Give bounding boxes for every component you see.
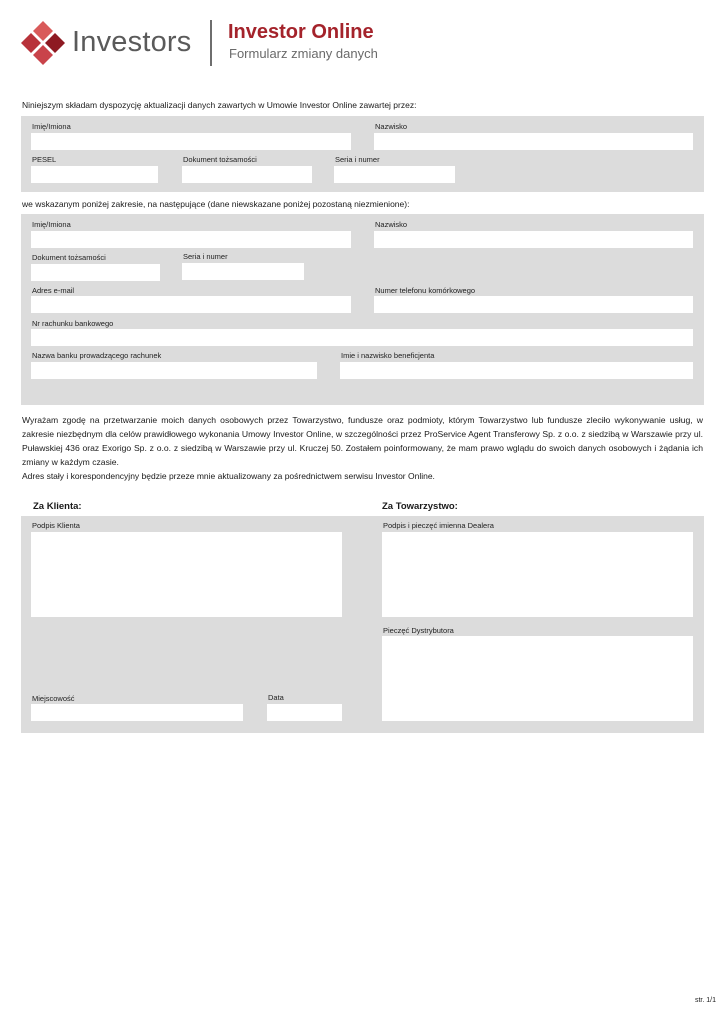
- id-doc-label: Dokument tożsamości: [183, 155, 257, 164]
- brand-name: Investors: [72, 26, 192, 58]
- email-field[interactable]: [31, 296, 351, 313]
- place-label: Miejscowość: [32, 694, 75, 703]
- consent-text: Wyrażam zgodę na przetwarzanie moich danych osobowych przez Towarzystwo, fundusze oraz podmioty, którym Towarzystwo lub fundusze zleciło wykonywanie usług, w zakresie niezbędnym dla celów prawidłowego wykonania Umowy Investor Online, w szczególności przez ProService Agent Transferowy Sp. z o.o. z siedzibą w Warszawie przy ul. Puławskiej 436 oraz Exorigo Sp. z o.o. z siedzibą w Warszawie przy ul. Kruczej 50. Zostałem poinformowany, że mam prawo wglądu do swoich danych osobowych i żądania ich zmiany w każdym czasie.: [22, 415, 703, 467]
- new-first-name-label: Imię/Imiona: [32, 220, 71, 229]
- header-divider: [210, 20, 212, 66]
- new-last-name-field[interactable]: [374, 231, 693, 248]
- current-series-field[interactable]: [334, 166, 455, 183]
- current-id-doc-field[interactable]: [182, 166, 312, 183]
- scope-text: we wskazanym poniżej zakresie, na następujące (dane niewskazane poniżej pozostaną niezmienione):: [22, 199, 410, 209]
- dealer-signature-box[interactable]: [382, 532, 693, 617]
- company-heading: Za Towarzystwo:: [382, 501, 458, 512]
- address-note: Adres stały i korespondencyjny będzie przeze mnie aktualizowany za pośrednictwem serwisu Investor Online.: [22, 471, 435, 481]
- current-first-name-field[interactable]: [31, 133, 351, 150]
- beneficiary-field[interactable]: [340, 362, 693, 379]
- form-title: Investor Online: [228, 21, 374, 43]
- last-name-label: Nazwisko: [375, 122, 408, 131]
- form-subtitle: Formularz zmiany danych: [229, 46, 378, 61]
- investors-logo-icon: [20, 20, 66, 66]
- distributor-stamp-label: Pieczęć Dystrybutora: [383, 626, 454, 635]
- client-signature-label: Podpis Klienta: [32, 521, 80, 530]
- page-number: str. 1/1: [694, 997, 716, 1004]
- current-last-name-field[interactable]: [374, 133, 693, 150]
- first-name-label: Imię/Imiona: [32, 122, 71, 131]
- account-number-field[interactable]: [31, 329, 693, 346]
- pesel-field[interactable]: [31, 166, 158, 183]
- date-label: Data: [268, 693, 284, 702]
- place-field[interactable]: [31, 704, 243, 721]
- date-field[interactable]: [267, 704, 342, 721]
- client-heading: Za Klienta:: [33, 501, 82, 512]
- series-label: Seria i numer: [335, 155, 380, 164]
- client-signature-box[interactable]: [31, 532, 342, 617]
- new-last-name-label: Nazwisko: [375, 220, 408, 229]
- bank-label: Nazwa banku prowadzącego rachunek: [32, 351, 162, 360]
- new-series-label: Seria i numer: [183, 252, 228, 261]
- new-id-doc-label: Dokument tożsamości: [32, 253, 106, 262]
- beneficiary-label: Imie i nazwisko beneficjenta: [341, 351, 435, 360]
- new-first-name-field[interactable]: [31, 231, 351, 248]
- email-label: Adres e-mail: [32, 286, 75, 295]
- bank-name-field[interactable]: [31, 362, 317, 379]
- pesel-label: PESEL: [32, 155, 57, 164]
- phone-field[interactable]: [374, 296, 693, 313]
- distributor-stamp-box[interactable]: [382, 636, 693, 721]
- new-series-field[interactable]: [182, 263, 304, 280]
- phone-label: Numer telefonu komórkowego: [375, 286, 476, 295]
- intro-text: Niniejszym składam dyspozycję aktualizacji danych zawartych w Umowie Investor Online zawartej przez:: [22, 100, 417, 110]
- dealer-signature-label: Podpis i pieczęć imienna Dealera: [383, 521, 494, 530]
- new-id-doc-field[interactable]: [31, 264, 160, 281]
- account-label: Nr rachunku bankowego: [32, 319, 114, 328]
